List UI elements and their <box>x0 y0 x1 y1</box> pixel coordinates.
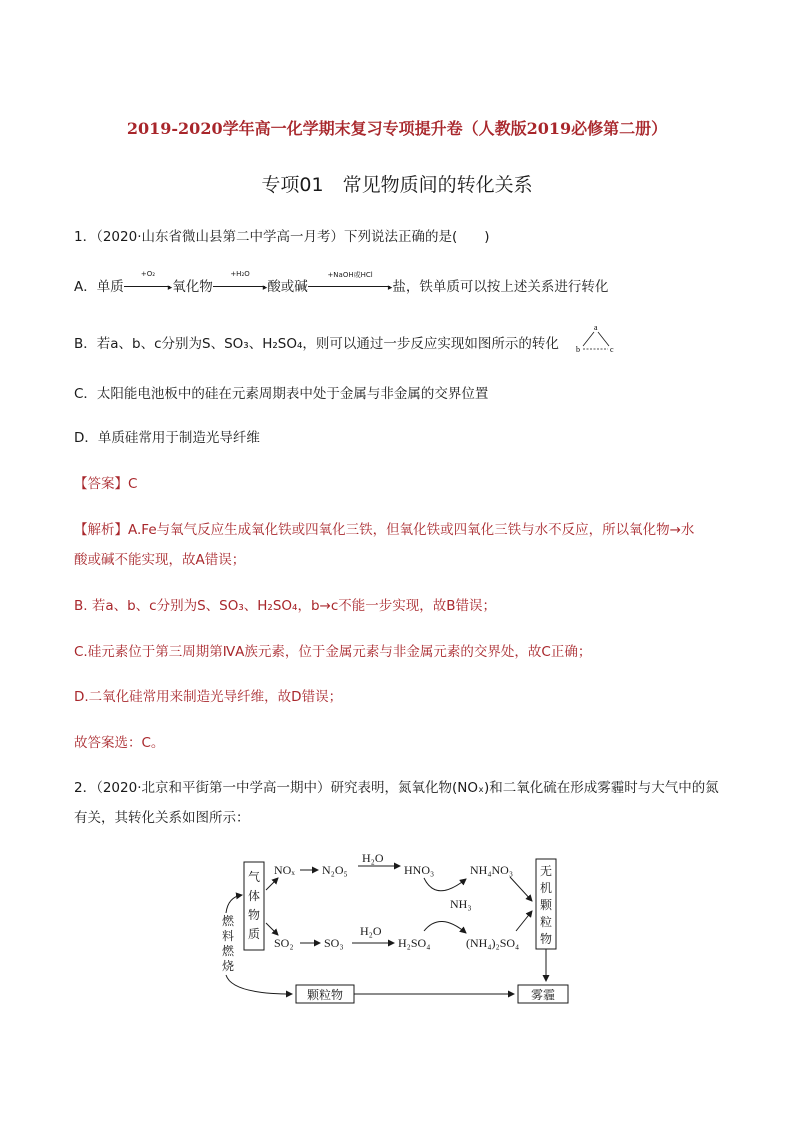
arrow-gas-to-nox <box>266 878 278 890</box>
analysis-line-4: D.二氧化硅常用来制造光导纤维，故D错误； <box>74 689 343 705</box>
q1-option-a <box>74 270 609 295</box>
burn-char-2: 料 <box>222 929 235 943</box>
h2o-top-label: H₂O <box>362 851 384 865</box>
so3-label: SO₃ <box>324 936 344 950</box>
burn-char-3: 燃 <box>222 944 235 958</box>
analysis-line-3: C.硅元素位于第三周期第ⅣA族元素，位于金属元素与非金属元素的交界处，故C正确； <box>74 644 592 660</box>
q2-stem-line-2: 有关，其转化关系如图所示： <box>74 810 250 826</box>
gas-char-3: 物 <box>248 908 261 922</box>
arrow-burn-to-particles <box>226 975 292 994</box>
analysis-line-1b: 酸或碱不能实现，故A错误； <box>74 552 246 568</box>
gas-char-4: 质 <box>248 927 261 941</box>
option-a-prefix: A．单质 <box>74 279 124 295</box>
particles-label: 颗粒物 <box>307 988 344 1002</box>
arrow-burn-to-gas <box>226 895 242 913</box>
arrow-h2so4-to-nh4-2so4 <box>424 921 466 933</box>
arrow-hno3-to-nh4no3 <box>424 878 466 891</box>
so2-label: SO₂ <box>274 936 294 950</box>
triangle-vertex-c: c <box>610 345 614 354</box>
analysis-tag: 【解析】 <box>74 522 128 538</box>
analysis-line-2: B. 若a、b、c分别为S、SO₃、H₂SO₄，b→c不能一步实现，故B错误； <box>74 598 497 614</box>
analysis-conclusion: 故答案选：C。 <box>74 735 165 751</box>
inorganic-char-4: 粒 <box>540 915 553 929</box>
option-a-step3: 盐，铁单质可以按上述关系进行转化 <box>392 279 609 295</box>
burn-char-4: 烧 <box>222 959 235 973</box>
arrow-nh4no3-to-inorganic <box>510 877 532 901</box>
nox-label: NOₓ <box>274 863 295 877</box>
n2o5-label: N₂O₅ <box>322 863 348 877</box>
triangle-vertex-a: a <box>594 323 598 332</box>
nh3-label: NH₃ <box>450 897 472 911</box>
inorganic-char-2: 机 <box>540 881 553 895</box>
inorganic-char-1: 无 <box>540 864 553 878</box>
triangle-cycle-diagram <box>574 322 618 356</box>
haze-label: 雾霾 <box>531 988 556 1002</box>
inorganic-char-3: 颗 <box>540 898 553 912</box>
h2o-bottom-label: H₂O <box>360 924 382 938</box>
q1-option-d: D．单质硅常用于制造光导纤维 <box>74 430 260 446</box>
h2so4-label: H₂SO₄ <box>398 936 431 950</box>
nh4-2so4-label: (NH₄)₂SO₄ <box>466 936 520 950</box>
analysis-text-1: A.Fe与氧气反应生成氧化铁或四氧化三铁，但氧化铁或四氧化三铁与水不反应，所以氧化物→水 <box>128 522 695 538</box>
answer-line <box>74 472 137 492</box>
reaction-arrow: +NaOH或HCl ▸ <box>308 279 393 295</box>
conversion-diagram <box>210 845 580 1010</box>
option-a-step1: 氧化物 <box>172 279 213 295</box>
reaction-arrow: +O₂ ▸ <box>124 279 173 295</box>
triangle-vertex-b: b <box>576 345 580 354</box>
answer-value: C <box>128 476 138 492</box>
section-title: 专项01 常见物质间的转化关系 <box>261 174 533 196</box>
q1-option-b: B．若a、b、c分别为S、SO₃、H₂SO₄，则可以通过一步反应实现如图所示的转化 <box>74 336 559 352</box>
arrow-label: +NaOH或HCl <box>327 271 373 279</box>
q2-stem-line-1: 2．（2020·北京和平街第一中学高一期中）研究表明，氮氧化物(NOₓ)和二氧化硫在形成雾霾时与大气中的氮 <box>74 780 719 796</box>
option-a-step2: 酸或碱 <box>267 279 308 295</box>
gas-char-1: 气 <box>248 870 261 884</box>
inorganic-char-5: 物 <box>540 932 553 946</box>
nh4no3-label: NH₄NO₃ <box>470 863 514 877</box>
q1-stem: 1．（2020·山东省微山县第二中学高一月考）下列说法正确的是( ) <box>74 229 490 245</box>
gas-char-2: 体 <box>248 889 261 903</box>
analysis-line-1 <box>74 518 694 538</box>
arrow-gas-to-so2 <box>266 923 278 935</box>
answer-tag: 【答案】 <box>74 476 128 492</box>
arrow-label: +H₂O <box>230 270 250 278</box>
burn-char-1: 燃 <box>222 914 235 928</box>
arrow-label: +O₂ <box>140 270 156 278</box>
arrow-nh4-2so4-to-inorganic <box>516 911 532 931</box>
reaction-arrow: +H₂O ▸ <box>213 279 268 295</box>
q1-option-c: C．太阳能电池板中的硅在元素周期表中处于金属与非金属的交界位置 <box>74 386 489 402</box>
hno3-label: HNO₃ <box>404 863 435 877</box>
paper-banner: 2019-2020学年高一化学期末复习专项提升卷（人教版2019必修第二册） <box>126 119 668 138</box>
